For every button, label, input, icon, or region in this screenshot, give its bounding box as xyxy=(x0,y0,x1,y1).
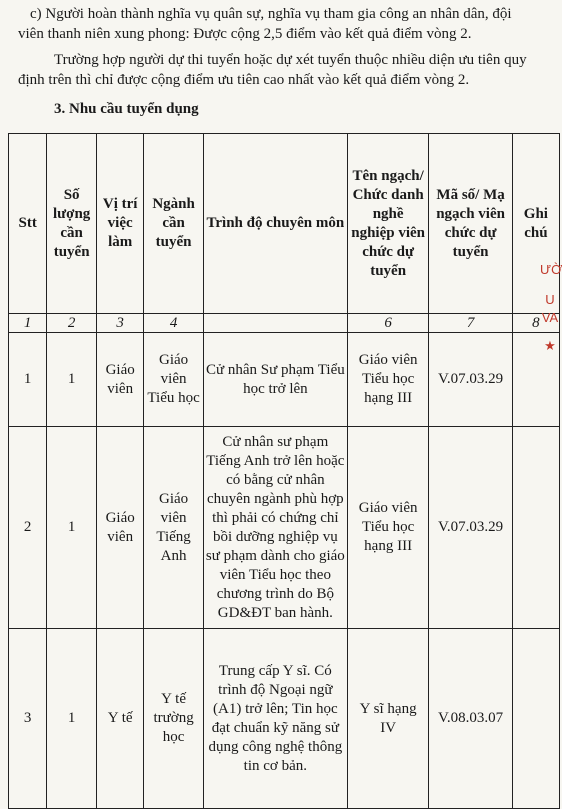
stamp-fragment: U xyxy=(545,292,555,307)
table-header-row xyxy=(9,134,560,314)
cell-qualification: Cử nhân Sư phạm Tiểu học trở lên xyxy=(203,333,347,427)
stamp-star-icon: ★ xyxy=(544,338,556,353)
header-note: Ghi chú xyxy=(512,134,559,314)
column-number: 3 xyxy=(96,314,143,333)
table-row xyxy=(9,333,560,427)
cell-title: Giáo viên Tiểu học hạng III xyxy=(347,427,428,629)
cell-field: Giáo viên Tiếng Anh xyxy=(144,427,203,629)
column-number: 2 xyxy=(47,314,97,333)
cell-position: Y tế xyxy=(96,629,143,809)
stamp-fragment: ƯỜ xyxy=(540,262,562,277)
cell-stt: 1 xyxy=(9,333,47,427)
table-row xyxy=(9,629,560,809)
cell-note xyxy=(512,629,559,809)
paragraph-priority-rule: Trường hợp người dự thi tuyển hoặc dự xét tuyển thuộc nhiều diện ưu tiên quy định trên thì chỉ được cộng điểm ưu tiên cao nhất vào kết quả điểm vòng 2. xyxy=(18,52,527,88)
cell-code: V.08.03.07 xyxy=(429,629,512,809)
cell-qualification: Trung cấp Y sĩ. Có trình độ Ngoại ngữ (A1) trở lên; Tin học đạt chuẩn kỹ năng sử dụng công nghệ thông tin cơ bản. xyxy=(203,629,347,809)
header-stt: Stt xyxy=(9,134,47,314)
column-number: 6 xyxy=(347,314,428,333)
cell-field: Giáo viên Tiểu học xyxy=(144,333,203,427)
cell-stt: 3 xyxy=(9,629,47,809)
cell-code: V.07.03.29 xyxy=(429,333,512,427)
column-number: 4 xyxy=(144,314,203,333)
column-number: 1 xyxy=(9,314,47,333)
cell-code: V.07.03.29 xyxy=(429,427,512,629)
section-title: 3. Nhu cầu tuyển dụng xyxy=(54,101,199,117)
header-field: Ngành cần tuyển xyxy=(144,134,203,314)
paragraph-bonus-points: c) Người hoàn thành nghĩa vụ quân sự, nghĩa vụ tham gia công an nhân dân, đội viên thanh niên xung phong: Được cộng 2,5 điểm vào kết quả điểm vòng 2. xyxy=(18,6,512,42)
cell-position: Giáo viên xyxy=(96,427,143,629)
cell-field: Y tế trường học xyxy=(144,629,203,809)
cell-title: Giáo viên Tiểu học hạng III xyxy=(347,333,428,427)
recruitment-table xyxy=(8,133,560,809)
cell-stt: 2 xyxy=(9,427,47,629)
header-quantity: Số lượng cần tuyển xyxy=(47,134,97,314)
cell-quantity: 1 xyxy=(47,629,97,809)
header-qualification: Trình độ chuyên môn xyxy=(203,134,347,314)
stamp-fragment: VA xyxy=(541,310,559,325)
cell-title: Y sĩ hạng IV xyxy=(347,629,428,809)
cell-quantity: 1 xyxy=(47,333,97,427)
column-number xyxy=(203,314,347,333)
header-code: Mã số/ Mạ ngạch viên chức dự tuyển xyxy=(429,134,512,314)
cell-qualification: Cử nhân sư phạm Tiếng Anh trở lên hoặc có bằng cử nhân chuyên ngành phù hợp thì phải có chứng chỉ bồi dưỡng nghiệp vụ sư phạm dành cho giáo viên Tiểu học theo chương trình do Bộ GD&ĐT ban hành. xyxy=(203,427,347,629)
cell-position: Giáo viên xyxy=(96,333,143,427)
column-number-row xyxy=(9,314,560,333)
header-title: Tên ngạch/ Chức danh nghề nghiệp viên chức dự tuyển xyxy=(347,134,428,314)
table-row xyxy=(9,427,560,629)
cell-quantity: 1 xyxy=(47,427,97,629)
column-number: 8 xyxy=(512,314,559,333)
cell-note xyxy=(512,427,559,629)
header-position: Vị trí việc làm xyxy=(96,134,143,314)
column-number: 7 xyxy=(429,314,512,333)
